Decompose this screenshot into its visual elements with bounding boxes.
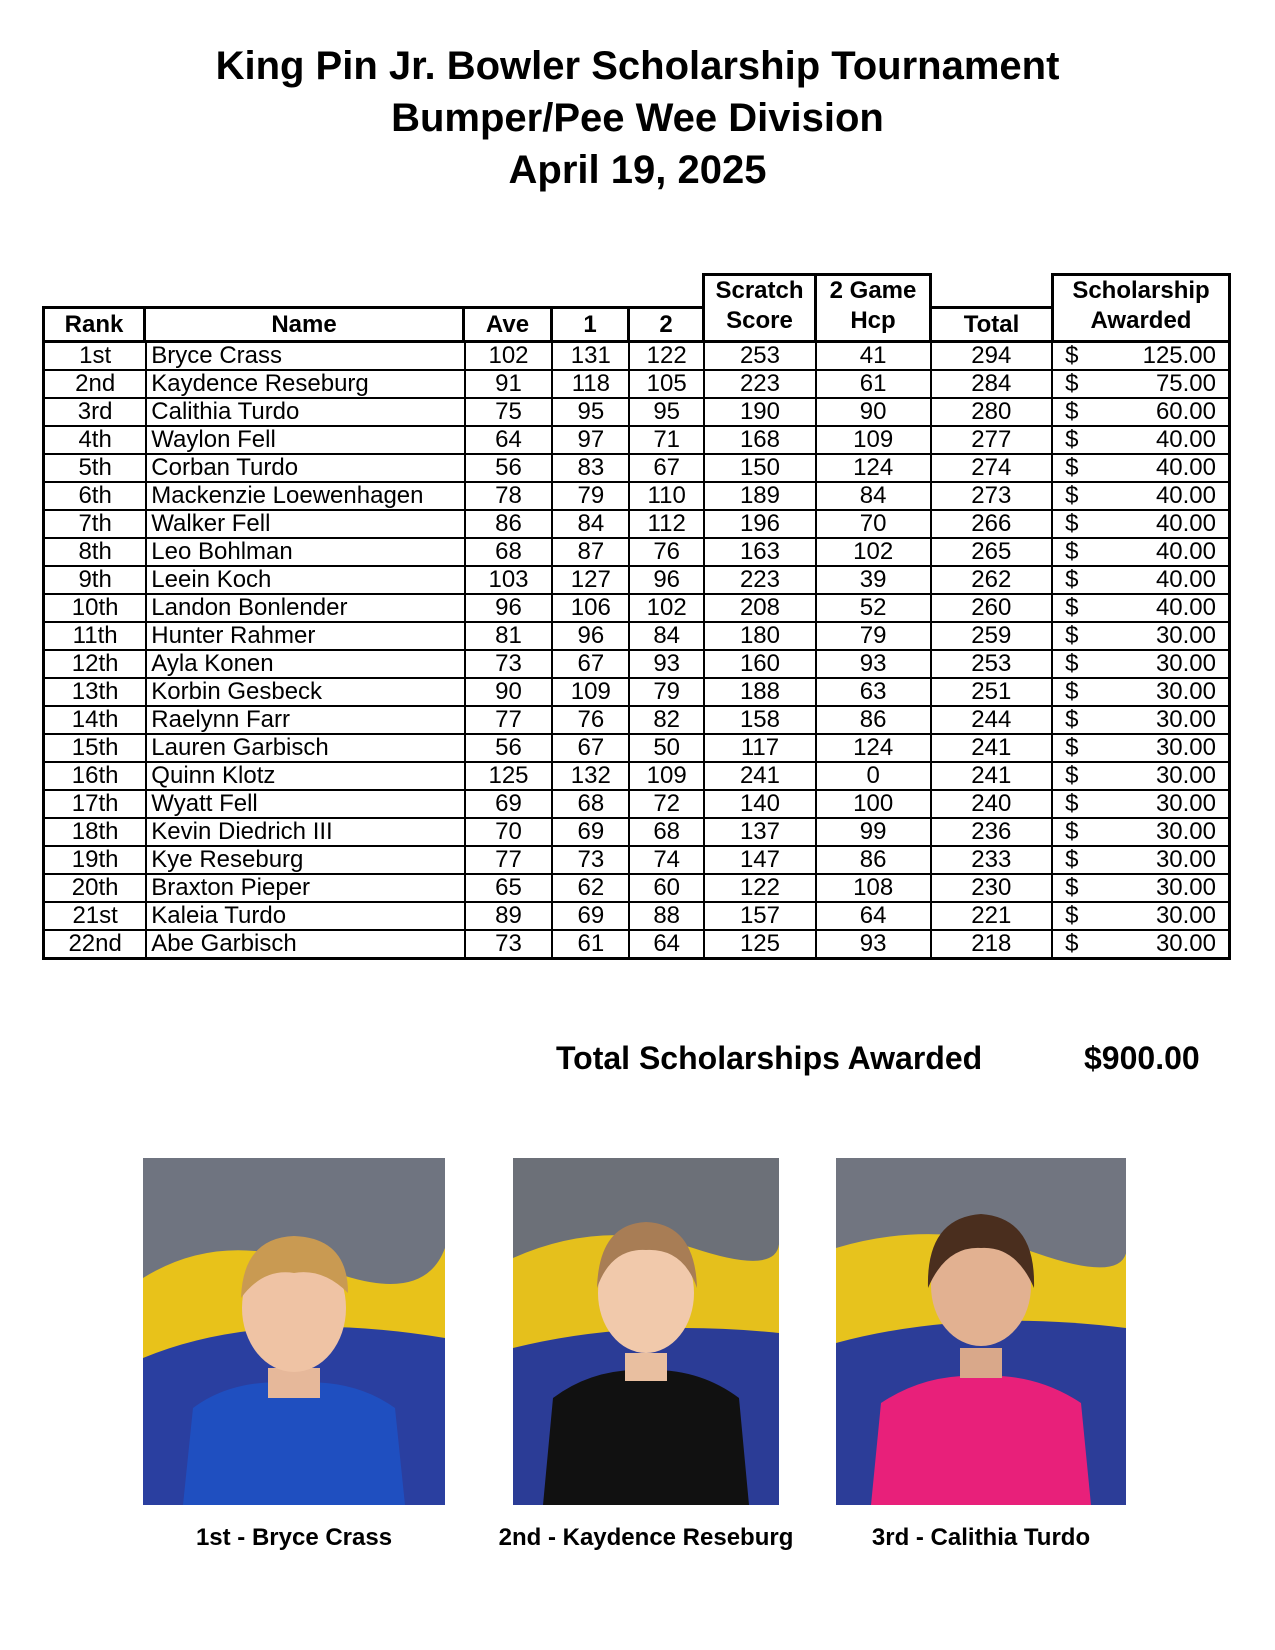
game-1-cell: 67 bbox=[552, 734, 629, 762]
table-row bbox=[44, 734, 1230, 762]
table-row bbox=[44, 370, 1230, 398]
scholarship-cell bbox=[1052, 594, 1229, 622]
game-1-cell: 106 bbox=[552, 594, 629, 622]
scholarship-amount: 40.00 bbox=[1155, 566, 1216, 593]
currency-symbol: $ bbox=[1065, 734, 1079, 761]
scholarship-amount: 40.00 bbox=[1155, 454, 1216, 481]
scratch-score-cell: 157 bbox=[704, 902, 816, 930]
scratch-score-cell: 253 bbox=[704, 342, 816, 371]
table-row bbox=[44, 650, 1230, 678]
table-row bbox=[44, 706, 1230, 734]
total-cell: 259 bbox=[931, 622, 1053, 650]
scholarship-cell bbox=[1052, 930, 1229, 959]
scholarship-amount: 40.00 bbox=[1155, 482, 1216, 509]
game-1-cell: 87 bbox=[552, 538, 629, 566]
game-2-cell: 60 bbox=[629, 874, 704, 902]
total-cell: 294 bbox=[931, 342, 1053, 371]
average-cell: 56 bbox=[465, 734, 553, 762]
average-cell: 78 bbox=[465, 482, 553, 510]
scholarship-amount: 40.00 bbox=[1155, 538, 1216, 565]
rank-cell: 16th bbox=[44, 762, 147, 790]
game-2-cell: 112 bbox=[629, 510, 704, 538]
tournament-date: April 19, 2025 bbox=[508, 148, 767, 192]
handicap-cell: 93 bbox=[816, 930, 931, 959]
name-cell: Lauren Garbisch bbox=[146, 734, 464, 762]
game-2-cell: 102 bbox=[629, 594, 704, 622]
currency-symbol: $ bbox=[1065, 706, 1079, 733]
total-cell: 230 bbox=[931, 874, 1053, 902]
caption-second-place: 2nd - Kaydence Reseburg bbox=[498, 1524, 794, 1551]
scholarship-cell bbox=[1052, 566, 1229, 594]
handicap-cell: 61 bbox=[816, 370, 931, 398]
handicap-cell: 39 bbox=[816, 566, 931, 594]
handicap-cell: 108 bbox=[816, 874, 931, 902]
game-1-cell: 118 bbox=[552, 370, 629, 398]
handicap-cell: 70 bbox=[816, 510, 931, 538]
scholarship-cell bbox=[1052, 426, 1229, 454]
rank-cell: 4th bbox=[44, 426, 147, 454]
name-cell: Kye Reseburg bbox=[146, 846, 464, 874]
photo-first-place bbox=[143, 1158, 445, 1505]
scratch-score-cell: 125 bbox=[704, 930, 816, 959]
total-cell: 262 bbox=[931, 566, 1053, 594]
average-cell: 77 bbox=[465, 706, 553, 734]
scratch-score-cell: 188 bbox=[704, 678, 816, 706]
handicap-cell: 124 bbox=[816, 734, 931, 762]
average-cell: 75 bbox=[465, 398, 553, 426]
scratch-score-cell: 160 bbox=[704, 650, 816, 678]
name-cell: Kevin Diedrich III bbox=[146, 818, 464, 846]
table-row bbox=[44, 790, 1230, 818]
handicap-cell: 0 bbox=[816, 762, 931, 790]
rank-cell: 15th bbox=[44, 734, 147, 762]
rank-cell: 2nd bbox=[44, 370, 147, 398]
table-row bbox=[44, 510, 1230, 538]
scratch-score-cell: 223 bbox=[704, 370, 816, 398]
rank-cell: 12th bbox=[44, 650, 147, 678]
scholarship-cell bbox=[1052, 902, 1229, 930]
game-2-cell: 79 bbox=[629, 678, 704, 706]
handicap-cell: 86 bbox=[816, 846, 931, 874]
scholarship-amount: 40.00 bbox=[1155, 510, 1216, 537]
total-cell: 221 bbox=[931, 902, 1053, 930]
average-cell: 89 bbox=[465, 902, 553, 930]
scholarship-amount: 30.00 bbox=[1155, 706, 1216, 733]
scholarship-amount: 30.00 bbox=[1155, 874, 1216, 901]
rank-cell: 6th bbox=[44, 482, 147, 510]
name-cell: Quinn Klotz bbox=[146, 762, 464, 790]
total-cell: 218 bbox=[931, 930, 1053, 959]
scholarship-cell bbox=[1052, 510, 1229, 538]
table-row bbox=[44, 342, 1230, 371]
header-average: Ave bbox=[462, 306, 553, 343]
average-cell: 73 bbox=[465, 650, 553, 678]
total-cell: 233 bbox=[931, 846, 1053, 874]
game-2-cell: 74 bbox=[629, 846, 704, 874]
currency-symbol: $ bbox=[1065, 650, 1079, 677]
rank-cell: 9th bbox=[44, 566, 147, 594]
scratch-score-cell: 168 bbox=[704, 426, 816, 454]
total-cell: 265 bbox=[931, 538, 1053, 566]
handicap-cell: 93 bbox=[816, 650, 931, 678]
total-cell: 241 bbox=[931, 762, 1053, 790]
header-scholarship-awarded: Scholarship Awarded bbox=[1051, 273, 1231, 343]
scholarship-cell bbox=[1052, 622, 1229, 650]
scholarship-amount: 30.00 bbox=[1155, 622, 1216, 649]
game-1-cell: 67 bbox=[552, 650, 629, 678]
total-cell: 241 bbox=[931, 734, 1053, 762]
table-row bbox=[44, 454, 1230, 482]
scratch-score-cell: 137 bbox=[704, 818, 816, 846]
handicap-cell: 63 bbox=[816, 678, 931, 706]
scratch-score-cell: 163 bbox=[704, 538, 816, 566]
currency-symbol: $ bbox=[1065, 454, 1079, 481]
game-1-cell: 95 bbox=[552, 398, 629, 426]
total-cell: 260 bbox=[931, 594, 1053, 622]
scholarship-cell bbox=[1052, 762, 1229, 790]
average-cell: 77 bbox=[465, 846, 553, 874]
scholarship-amount: 30.00 bbox=[1155, 762, 1216, 789]
scholarship-cell bbox=[1052, 818, 1229, 846]
name-cell: Korbin Gesbeck bbox=[146, 678, 464, 706]
average-cell: 86 bbox=[465, 510, 553, 538]
average-cell: 90 bbox=[465, 678, 553, 706]
average-cell: 64 bbox=[465, 426, 553, 454]
rank-cell: 21st bbox=[44, 902, 147, 930]
scholarship-amount: 75.00 bbox=[1155, 370, 1216, 397]
handicap-cell: 52 bbox=[816, 594, 931, 622]
game-1-cell: 76 bbox=[552, 706, 629, 734]
game-1-cell: 109 bbox=[552, 678, 629, 706]
caption-third-place: 3rd - Calithia Turdo bbox=[871, 1524, 1091, 1551]
total-cell: 251 bbox=[931, 678, 1053, 706]
table-row bbox=[44, 482, 1230, 510]
scratch-score-cell: 117 bbox=[704, 734, 816, 762]
handicap-cell: 99 bbox=[816, 818, 931, 846]
name-cell: Walker Fell bbox=[146, 510, 464, 538]
game-2-cell: 96 bbox=[629, 566, 704, 594]
game-2-cell: 122 bbox=[629, 342, 704, 371]
game-2-cell: 50 bbox=[629, 734, 704, 762]
scholarship-amount: 125.00 bbox=[1142, 342, 1216, 369]
currency-symbol: $ bbox=[1065, 538, 1079, 565]
total-cell: 280 bbox=[931, 398, 1053, 426]
scholarship-amount: 30.00 bbox=[1155, 790, 1216, 817]
currency-symbol: $ bbox=[1065, 342, 1079, 369]
average-cell: 56 bbox=[465, 454, 553, 482]
game-1-cell: 83 bbox=[552, 454, 629, 482]
total-cell: 266 bbox=[931, 510, 1053, 538]
scholarship-cell bbox=[1052, 538, 1229, 566]
name-cell: Leein Koch bbox=[146, 566, 464, 594]
handicap-cell: 100 bbox=[816, 790, 931, 818]
currency-symbol: $ bbox=[1065, 398, 1079, 425]
table-row bbox=[44, 594, 1230, 622]
rank-cell: 1st bbox=[44, 342, 147, 371]
rank-cell: 17th bbox=[44, 790, 147, 818]
name-cell: Kaydence Reseburg bbox=[146, 370, 464, 398]
total-cell: 253 bbox=[931, 650, 1053, 678]
currency-symbol: $ bbox=[1065, 370, 1079, 397]
currency-symbol: $ bbox=[1065, 482, 1079, 509]
rank-cell: 20th bbox=[44, 874, 147, 902]
game-2-cell: 72 bbox=[629, 790, 704, 818]
currency-symbol: $ bbox=[1065, 510, 1079, 537]
game-1-cell: 132 bbox=[552, 762, 629, 790]
scholarship-amount: 30.00 bbox=[1155, 678, 1216, 705]
scratch-score-cell: 158 bbox=[704, 706, 816, 734]
scholarship-amount: 30.00 bbox=[1155, 930, 1216, 957]
name-cell: Leo Bohlman bbox=[146, 538, 464, 566]
table-row bbox=[44, 398, 1230, 426]
average-cell: 125 bbox=[465, 762, 553, 790]
handicap-cell: 79 bbox=[816, 622, 931, 650]
scratch-score-cell: 190 bbox=[704, 398, 816, 426]
total-scholarships-label: Total Scholarships Awarded bbox=[556, 1040, 983, 1076]
scratch-score-cell: 150 bbox=[704, 454, 816, 482]
game-2-cell: 88 bbox=[629, 902, 704, 930]
scholarship-amount: 40.00 bbox=[1155, 426, 1216, 453]
rank-cell: 18th bbox=[44, 818, 147, 846]
table-row bbox=[44, 762, 1230, 790]
average-cell: 96 bbox=[465, 594, 553, 622]
table-row bbox=[44, 846, 1230, 874]
scratch-score-cell: 147 bbox=[704, 846, 816, 874]
scholarship-cell bbox=[1052, 370, 1229, 398]
scholarship-amount: 30.00 bbox=[1155, 902, 1216, 929]
scratch-score-cell: 241 bbox=[704, 762, 816, 790]
handicap-cell: 86 bbox=[816, 706, 931, 734]
caption-first-place: 1st - Bryce Crass bbox=[195, 1524, 393, 1551]
table-row bbox=[44, 902, 1230, 930]
currency-symbol: $ bbox=[1065, 678, 1079, 705]
scratch-score-cell: 180 bbox=[704, 622, 816, 650]
currency-symbol: $ bbox=[1065, 902, 1079, 929]
name-cell: Mackenzie Loewenhagen bbox=[146, 482, 464, 510]
average-cell: 91 bbox=[465, 370, 553, 398]
scholarship-amount: 30.00 bbox=[1155, 818, 1216, 845]
scratch-score-cell: 189 bbox=[704, 482, 816, 510]
game-1-cell: 69 bbox=[552, 902, 629, 930]
rank-cell: 14th bbox=[44, 706, 147, 734]
table-row bbox=[44, 622, 1230, 650]
average-cell: 68 bbox=[465, 538, 553, 566]
name-cell: Calithia Turdo bbox=[146, 398, 464, 426]
average-cell: 103 bbox=[465, 566, 553, 594]
total-cell: 240 bbox=[931, 790, 1053, 818]
game-1-cell: 69 bbox=[552, 818, 629, 846]
total-cell: 273 bbox=[931, 482, 1053, 510]
average-cell: 69 bbox=[465, 790, 553, 818]
average-cell: 81 bbox=[465, 622, 553, 650]
game-1-cell: 62 bbox=[552, 874, 629, 902]
handicap-cell: 102 bbox=[816, 538, 931, 566]
currency-symbol: $ bbox=[1065, 762, 1079, 789]
scholarship-amount: 30.00 bbox=[1155, 846, 1216, 873]
header-rank: Rank bbox=[42, 306, 146, 343]
scholarship-cell bbox=[1052, 706, 1229, 734]
game-1-cell: 68 bbox=[552, 790, 629, 818]
header-handicap: 2 Game Hcp bbox=[814, 273, 932, 343]
total-scholarships-value: $900.00 bbox=[1084, 1040, 1200, 1076]
scholarship-cell bbox=[1052, 454, 1229, 482]
game-2-cell: 84 bbox=[629, 622, 704, 650]
total-cell: 244 bbox=[931, 706, 1053, 734]
scholarship-amount: 30.00 bbox=[1155, 650, 1216, 677]
scratch-score-cell: 196 bbox=[704, 510, 816, 538]
rank-cell: 19th bbox=[44, 846, 147, 874]
handicap-cell: 109 bbox=[816, 426, 931, 454]
header-total: Total bbox=[929, 306, 1054, 343]
name-cell: Braxton Pieper bbox=[146, 874, 464, 902]
rank-cell: 3rd bbox=[44, 398, 147, 426]
game-1-cell: 97 bbox=[552, 426, 629, 454]
game-2-cell: 68 bbox=[629, 818, 704, 846]
currency-symbol: $ bbox=[1065, 930, 1079, 957]
game-1-cell: 79 bbox=[552, 482, 629, 510]
scratch-score-cell: 208 bbox=[704, 594, 816, 622]
name-cell: Abe Garbisch bbox=[146, 930, 464, 959]
table-row bbox=[44, 566, 1230, 594]
handicap-cell: 41 bbox=[816, 342, 931, 371]
name-cell: Hunter Rahmer bbox=[146, 622, 464, 650]
table-row bbox=[44, 930, 1230, 959]
handicap-cell: 84 bbox=[816, 482, 931, 510]
name-cell: Raelynn Farr bbox=[146, 706, 464, 734]
total-cell: 277 bbox=[931, 426, 1053, 454]
scholarship-cell bbox=[1052, 846, 1229, 874]
total-cell: 274 bbox=[931, 454, 1053, 482]
game-2-cell: 67 bbox=[629, 454, 704, 482]
currency-symbol: $ bbox=[1065, 846, 1079, 873]
game-1-cell: 131 bbox=[552, 342, 629, 371]
name-cell: Landon Bonlender bbox=[146, 594, 464, 622]
game-2-cell: 109 bbox=[629, 762, 704, 790]
scholarship-cell bbox=[1052, 650, 1229, 678]
photo-third-place bbox=[836, 1158, 1126, 1505]
currency-symbol: $ bbox=[1065, 426, 1079, 453]
division-subtitle: Bumper/Pee Wee Division bbox=[391, 96, 884, 140]
scholarship-cell bbox=[1052, 790, 1229, 818]
table-row bbox=[44, 426, 1230, 454]
document-title: King Pin Jr. Bowler Scholarship Tournament bbox=[215, 44, 1060, 88]
rank-cell: 10th bbox=[44, 594, 147, 622]
game-2-cell: 76 bbox=[629, 538, 704, 566]
name-cell: Ayla Konen bbox=[146, 650, 464, 678]
game-2-cell: 93 bbox=[629, 650, 704, 678]
header-scratch-score: Scratch Score bbox=[702, 273, 817, 343]
scholarship-cell bbox=[1052, 874, 1229, 902]
game-2-cell: 82 bbox=[629, 706, 704, 734]
game-2-cell: 95 bbox=[629, 398, 704, 426]
scholarship-amount: 30.00 bbox=[1155, 734, 1216, 761]
name-cell: Wyatt Fell bbox=[146, 790, 464, 818]
scholarship-amount: 60.00 bbox=[1155, 398, 1216, 425]
scholarship-amount: 40.00 bbox=[1155, 594, 1216, 621]
table-row bbox=[44, 678, 1230, 706]
currency-symbol: $ bbox=[1065, 622, 1079, 649]
header-game-2: 2 bbox=[627, 306, 705, 343]
rank-cell: 13th bbox=[44, 678, 147, 706]
total-cell: 236 bbox=[931, 818, 1053, 846]
name-cell: Corban Turdo bbox=[146, 454, 464, 482]
scholarship-cell bbox=[1052, 734, 1229, 762]
scholarship-cell bbox=[1052, 678, 1229, 706]
rank-cell: 8th bbox=[44, 538, 147, 566]
game-1-cell: 127 bbox=[552, 566, 629, 594]
scratch-score-cell: 223 bbox=[704, 566, 816, 594]
name-cell: Waylon Fell bbox=[146, 426, 464, 454]
photo-second-place bbox=[513, 1158, 779, 1505]
table-row bbox=[44, 874, 1230, 902]
rank-cell: 11th bbox=[44, 622, 147, 650]
table-row bbox=[44, 538, 1230, 566]
game-1-cell: 61 bbox=[552, 930, 629, 959]
game-2-cell: 105 bbox=[629, 370, 704, 398]
header-name: Name bbox=[143, 306, 465, 343]
scholarship-cell bbox=[1052, 482, 1229, 510]
rank-cell: 5th bbox=[44, 454, 147, 482]
handicap-cell: 90 bbox=[816, 398, 931, 426]
game-2-cell: 64 bbox=[629, 930, 704, 959]
handicap-cell: 124 bbox=[816, 454, 931, 482]
average-cell: 102 bbox=[465, 342, 553, 371]
game-2-cell: 110 bbox=[629, 482, 704, 510]
name-cell: Bryce Crass bbox=[146, 342, 464, 371]
average-cell: 73 bbox=[465, 930, 553, 959]
currency-symbol: $ bbox=[1065, 790, 1079, 817]
game-1-cell: 84 bbox=[552, 510, 629, 538]
average-cell: 65 bbox=[465, 874, 553, 902]
handicap-cell: 64 bbox=[816, 902, 931, 930]
scratch-score-cell: 140 bbox=[704, 790, 816, 818]
rank-cell: 22nd bbox=[44, 930, 147, 959]
scratch-score-cell: 122 bbox=[704, 874, 816, 902]
game-2-cell: 71 bbox=[629, 426, 704, 454]
currency-symbol: $ bbox=[1065, 566, 1079, 593]
name-cell: Kaleia Turdo bbox=[146, 902, 464, 930]
game-1-cell: 73 bbox=[552, 846, 629, 874]
currency-symbol: $ bbox=[1065, 594, 1079, 621]
total-cell: 284 bbox=[931, 370, 1053, 398]
currency-symbol: $ bbox=[1065, 818, 1079, 845]
currency-symbol: $ bbox=[1065, 874, 1079, 901]
table-row bbox=[44, 818, 1230, 846]
header-game-1: 1 bbox=[550, 306, 630, 343]
scholarship-cell bbox=[1052, 398, 1229, 426]
scholarship-cell bbox=[1052, 342, 1229, 371]
results-table bbox=[42, 340, 1231, 960]
average-cell: 70 bbox=[465, 818, 553, 846]
rank-cell: 7th bbox=[44, 510, 147, 538]
game-1-cell: 96 bbox=[552, 622, 629, 650]
